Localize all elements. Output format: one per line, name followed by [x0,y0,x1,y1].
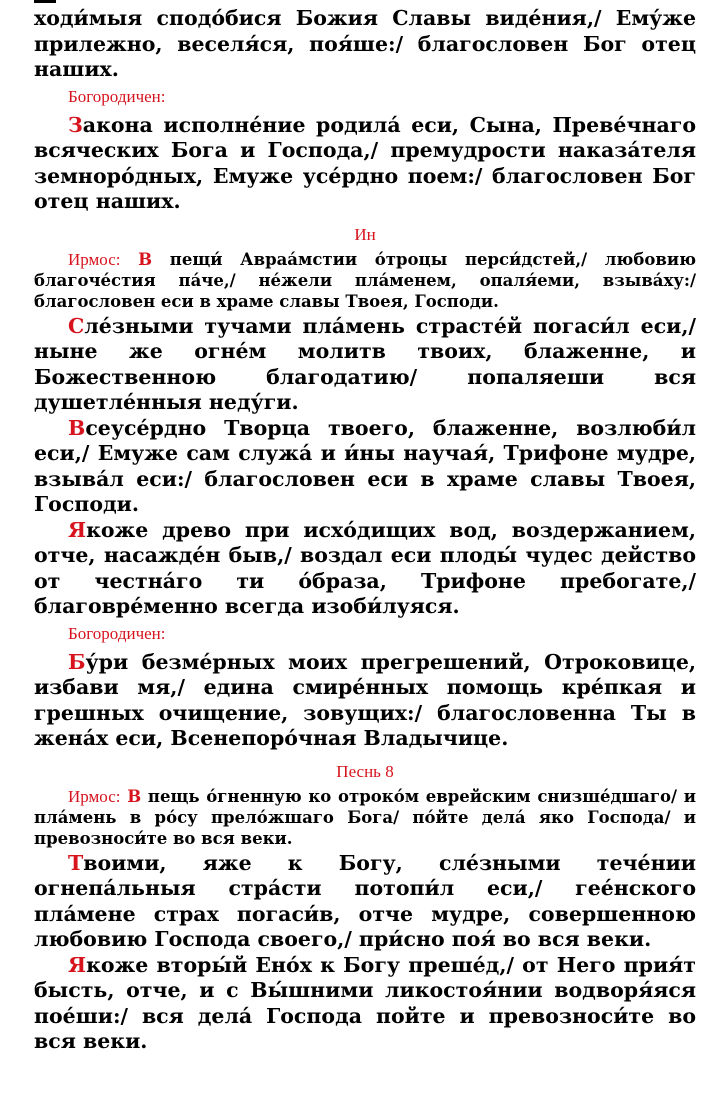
stanza-troparion [34,650,696,752]
initial-letter: В [68,415,86,440]
stanza-text: коже вторы́й Ено́х к Богу преше́д,/ от Него прия́т бысть, отче, и с Вы́шними ликостоя́нии водворя́яся пое́ши:/ вся дела́ Господа пойте и превозноси́те во вся веки. [34,952,696,1053]
irmos-block [34,786,696,849]
stanza-troparion [34,113,696,215]
stanza-text: воими, яже к Богу, сле́зными тече́нии огнепа́льныя стра́сти потопи́л еси,/ гее́нского пла́мене страх погаси́в, отче мудре, совершенною любовию Господа своего,/ при́сно поя́ во вся веки. [34,850,696,951]
initial-letter: Я [68,952,87,977]
stanza-troparion [34,518,696,620]
initial-letter: В [138,249,153,269]
section-heading: Ин [354,224,376,244]
irmos-text: пещи́ Авраа́мстии о́троцы перси́дстей,/ любовию благоче́стия па́че,/ не́жели пла́менем, опаля́еми, взыва́ху:/ благословен еси в храме славы Твоея, Господи. [34,249,696,311]
stanza-text: ходи́мыя сподо́бися Божия Славы виде́ния,/ Ему́же прилежно, веселя́ся, поя́ше:/ благословен Бог отец наших. [34,6,696,81]
stanza-text: ле́зными тучами пла́мень страсте́й погаси́л еси,/ ныне же огне́м молитв твоих, блаженне, и Божественною благодатию/ попаляеши вся душетле́нныя неду́ги. [34,313,696,414]
theotokion-label: Богородичен: [68,86,166,106]
stanza-continuation [34,6,696,83]
initial-letter: Б [68,649,86,674]
stanza-troparion [34,416,696,518]
irmos-label: Ирмос: [68,249,121,269]
theotokion-label: Богородичен: [68,623,166,643]
stanza-troparion [34,851,696,953]
stanza-troparion [34,953,696,1055]
stanza-text: сеусе́рдно Творца твоего, блаженне, возлюби́л еси,/ Емуже сам служа́ и и́ны научая́, Трифоне мудре, взыва́л еси:/ благословен еси в храме славы Твоея, Господи. [34,415,696,516]
stanza-text: коже древо при исхо́дищих вод, воздержанием, отче, насажде́н быв,/ воздал еси плоды́ чудес действо от честна́го ти о́браза, Трифоне пребогате,/ благовре́менно всегда изоби́луяся. [34,517,696,618]
irmos-block [34,249,696,312]
irmos-label: Ирмос: [68,786,121,806]
stanza-text: у́ри безме́рных моих прегрешений, Отроковице, избави мя,/ едина смире́нных помощь кре́пкая и грешных очищение, зовущих:/ благословенна Ты в жена́х еси, Всенепоро́чная Владычице. [34,649,696,750]
ode-heading: Песнь 8 [336,761,394,781]
initial-letter: Т [68,850,84,875]
page-top-mark [34,0,56,3]
stanza-troparion [34,314,696,416]
initial-letter: С [68,313,85,338]
irmos-text: пещь о́гненную ко отроко́м еврейским снизше́дшаго/ и пла́мень в ро́су прело́жшаго Бога/ по́йте дела́ яко Господа/ и превозноси́те во вся веки. [34,786,696,848]
initial-letter: В [127,786,142,806]
initial-letter: З [68,112,83,137]
initial-letter: Я [68,517,87,542]
stanza-text: акона исполне́ние родила́ еси, Сына, Преве́чнаго всяческих Бога и Господа,/ премудрости наказа́теля земноро́дных, Емуже усе́рдно поем:/ благословен Бог отец наших. [34,112,696,213]
